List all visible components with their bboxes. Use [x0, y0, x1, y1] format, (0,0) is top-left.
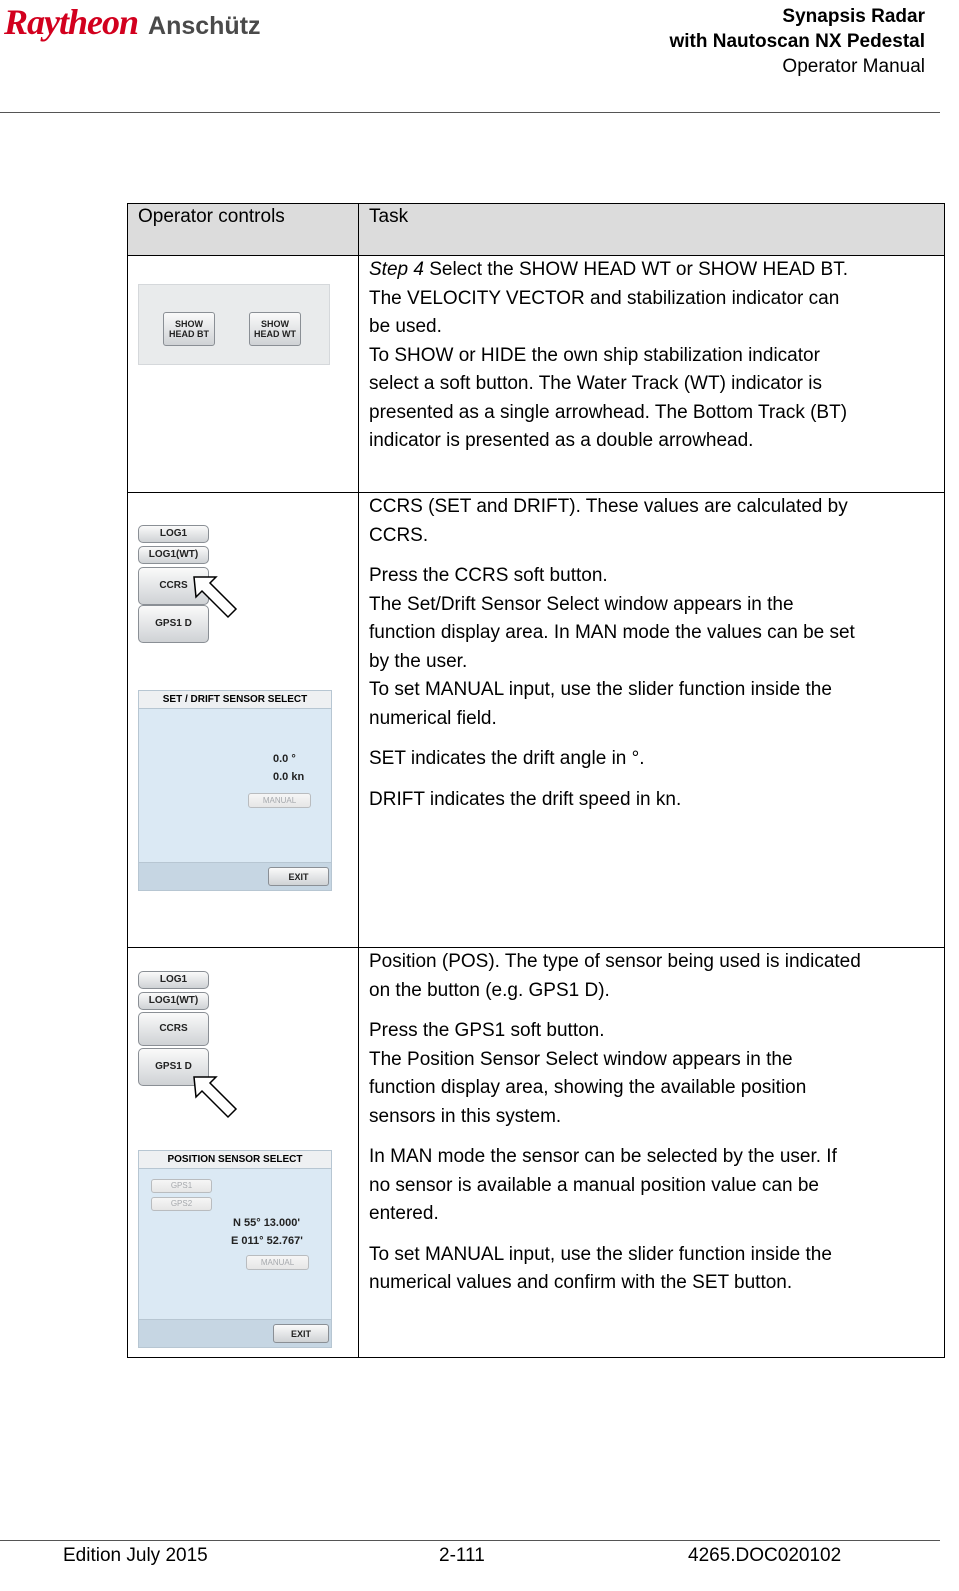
logo-subbrand: Anschütz: [148, 12, 261, 40]
ccrs-button: CCRS: [138, 1012, 209, 1046]
task-paragraph: Position (POS). The type of sensor being used is indicated on the button (e.g. GPS1 D).: [369, 951, 861, 1001]
document-header-title: [669, 4, 925, 79]
gps2-sensor-button: GPS2: [151, 1197, 212, 1211]
gps1-d-button: GPS1 D: [138, 605, 209, 643]
task-cell-position: [359, 948, 945, 1358]
show-head-wt-button: SHOW HEAD WT: [249, 312, 301, 346]
task-line: The VELOCITY VECTOR and stabilization indicator can: [369, 287, 840, 309]
set-value: 0.0 °: [273, 753, 296, 765]
raytheon-anschutz-logo: [4, 2, 261, 42]
task-cell-show-head: [359, 256, 945, 493]
task-cell-ccrs: [359, 493, 945, 948]
ccrs-button: CCRS: [138, 567, 209, 605]
col-header-task: Task: [359, 204, 945, 256]
operator-controls-table: [127, 203, 945, 1358]
step-label: Step 4: [369, 259, 424, 280]
window-title: SET / DRIFT SENSOR SELECT: [139, 691, 331, 709]
task-paragraph: [369, 256, 944, 456]
task-paragraph: DRIFT indicates the drift speed in kn.: [369, 788, 682, 810]
exit-button: EXIT: [273, 1324, 329, 1343]
manual-button: MANUAL: [248, 793, 311, 808]
task-paragraph: In MAN mode the sensor can be selected by the user. If no sensor is available a manual position value can be entered.: [369, 1146, 837, 1224]
footer-divider: [0, 1540, 940, 1541]
task-line: indicator is presented as a double arrowhead.: [369, 430, 754, 451]
logo-brand: Raytheon: [4, 2, 139, 42]
task-paragraph: CCRS (SET and DRIFT). These values are calculated by CCRS.: [369, 496, 848, 546]
task-paragraph: Press the GPS1 soft button. The Position Sensor Select window appears in the function display area, showing the available position sensors in this system.: [369, 1020, 807, 1127]
task-paragraph: To set MANUAL input, use the slider function inside the numerical values and confirm with the SET button.: [369, 1243, 832, 1293]
log1-button: LOG1: [138, 525, 209, 543]
controls-cell-show-head: [128, 256, 359, 493]
log1-wt-button: LOG1(WT): [138, 546, 209, 564]
table-row: [128, 256, 945, 493]
table-row: [128, 493, 945, 948]
task-line: be used.: [369, 316, 442, 337]
pointer-arrow-icon: [190, 1073, 240, 1119]
footer-doc-id: 4265.DOC020102: [688, 1545, 842, 1566]
header-title-line3: Operator Manual: [782, 56, 925, 77]
header-title-line2: with Nautoscan NX Pedestal: [669, 31, 925, 52]
window-title: POSITION SENSOR SELECT: [139, 1151, 331, 1169]
footer-edition: Edition July 2015: [63, 1545, 208, 1566]
task-paragraph: SET indicates the drift angle in °.: [369, 748, 645, 769]
task-line: presented as a single arrowhead. The Bottom Track (BT): [369, 401, 848, 423]
task-line: select a soft button. The Water Track (WT) indicator is: [369, 373, 822, 394]
table-header-row: [128, 204, 945, 256]
longitude-value: E 011° 52.767': [231, 1235, 303, 1247]
position-sensor-select-window: [138, 1150, 332, 1348]
log1-wt-button: LOG1(WT): [138, 992, 209, 1010]
latitude-value: N 55° 13.000': [233, 1217, 300, 1229]
exit-button: EXIT: [268, 867, 329, 886]
set-drift-sensor-select-window: [138, 690, 332, 891]
task-line: To SHOW or HIDE the own ship stabilization indicator: [369, 344, 820, 366]
task-paragraph: Press the CCRS soft button. The Set/Drift Sensor Select window appears in the function display area. In MAN mode the values can be set by the user. To set MANUAL input, use the slider function inside the numerical field.: [369, 565, 855, 729]
task-line: Select the SHOW HEAD WT or SHOW HEAD BT.: [429, 259, 848, 280]
manual-button: MANUAL: [246, 1255, 309, 1270]
table-row: [128, 948, 945, 1358]
gps1-sensor-button: GPS1: [151, 1179, 212, 1193]
controls-cell-ccrs: [128, 493, 359, 948]
controls-cell-position: [128, 948, 359, 1358]
pointer-arrow-icon: [190, 573, 240, 619]
gps1-d-button: GPS1 D: [138, 1048, 209, 1086]
footer-page-number: 2-111: [439, 1545, 485, 1566]
header-title-line1: Synapsis Radar: [782, 6, 925, 27]
col-header-operator-controls: Operator controls: [128, 204, 359, 256]
header-divider: [0, 112, 940, 113]
log1-button: LOG1: [138, 971, 209, 989]
show-head-bt-button: SHOW HEAD BT: [163, 312, 215, 346]
drift-value: 0.0 kn: [273, 771, 305, 783]
show-head-buttons-screenshot: [138, 284, 330, 365]
